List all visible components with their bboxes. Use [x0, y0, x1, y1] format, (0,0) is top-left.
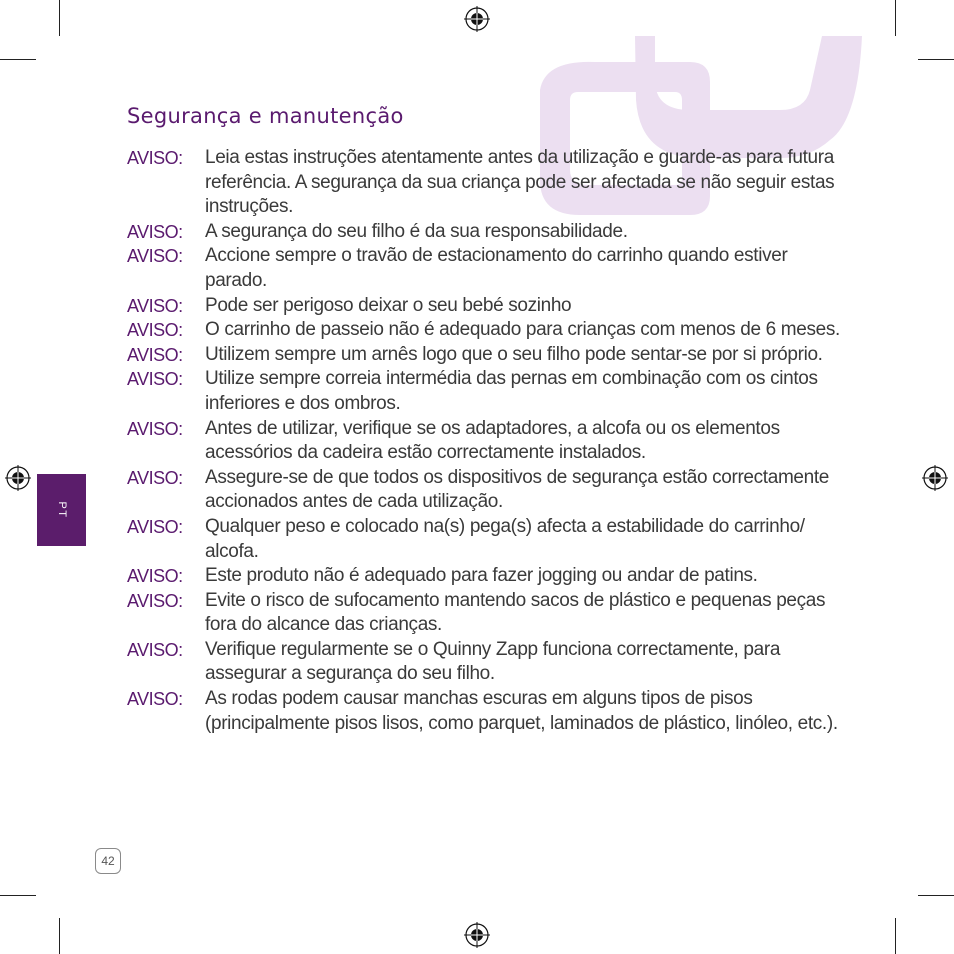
warning-label: AVISO: — [127, 418, 183, 439]
warning-text: O carrinho de passeio não é adequado para crianças com menos de 6 meses. — [205, 319, 840, 341]
warning-item — [127, 367, 847, 416]
warning-label: AVISO: — [127, 516, 183, 537]
warning-text: Accione sempre o travão de estacionamento do carrinho quando estiver parado. — [205, 245, 788, 291]
crop-mark-top-right-vertical — [895, 0, 896, 36]
warning-text: Pode ser perigoso deixar o seu bebé sozinho — [205, 294, 572, 316]
registration-mark-icon — [464, 6, 490, 32]
warning-text: Evite o risco de sufocamento mantendo sacos de plástico e pequenas peças fora do alcance das crianças. — [205, 589, 826, 636]
registration-mark-icon — [922, 465, 948, 491]
warning-label: AVISO: — [127, 369, 183, 390]
warning-label: AVISO: — [127, 148, 183, 168]
crop-mark-bottom-right-vertical — [895, 918, 896, 954]
warning-item — [127, 466, 847, 515]
crop-mark-top-left-vertical — [59, 0, 60, 36]
warning-label: AVISO: — [127, 295, 183, 316]
language-tab-label: PT — [55, 501, 68, 519]
warning-label: AVISO: — [127, 639, 183, 660]
warning-item — [127, 294, 847, 319]
warning-label: AVISO: — [127, 566, 183, 587]
warning-label: AVISO: — [127, 689, 183, 710]
warning-item — [127, 146, 847, 220]
warning-label: AVISO: — [127, 246, 183, 267]
crop-mark-bottom-left-horizontal — [0, 895, 36, 896]
warning-label: AVISO: — [127, 221, 183, 242]
warning-label: AVISO: — [127, 320, 183, 341]
warning-text: Assegure-se de que todos os dispositivos de segurança estão correctamente accionados antes de cada utilização. — [205, 466, 829, 513]
warning-item — [127, 343, 847, 368]
crop-mark-top-right-horizontal — [918, 59, 954, 60]
warning-text: Verifique regularmente se o Quinny Zapp funciona correctamente, para assegurar a segurança do seu filho. — [205, 638, 781, 685]
warning-item — [127, 515, 847, 564]
crop-mark-top-left-horizontal — [0, 59, 36, 60]
warning-text: Qualquer peso e colocado na(s) pega(s) afecta a estabilidade do carrinho/ alcofa. — [205, 515, 805, 562]
warning-text: Este produto não é adequado para fazer jogging ou andar de patins. — [205, 565, 758, 587]
warning-item — [127, 589, 847, 638]
warning-label: AVISO: — [127, 590, 183, 611]
crop-mark-bottom-left-vertical — [59, 918, 60, 954]
registration-mark-icon — [5, 465, 31, 491]
warning-item — [127, 220, 847, 245]
warning-label: AVISO: — [127, 467, 183, 488]
page-title: Segurança e manutenção — [127, 104, 404, 128]
warning-text: Utilizem sempre um arnês logo que o seu filho pode sentar-se por si próprio. — [205, 343, 823, 365]
warning-text: As rodas podem causar manchas escuras em alguns tipos de pisos (principalmente pisos lisos, como parquet, laminados de plástico, linóleo, etc.). — [205, 688, 838, 734]
warning-label: AVISO: — [127, 344, 183, 365]
warning-item — [127, 417, 847, 466]
warning-item — [127, 638, 847, 687]
crop-mark-bottom-right-horizontal — [918, 895, 954, 896]
warning-item — [127, 244, 847, 293]
language-tab — [37, 474, 86, 546]
warning-text: Leia estas instruções atentamente antes da utilização e guarde-as para futura referência. A segurança da sua criança pode ser afectada se não seguir estas instruções. — [205, 147, 835, 218]
warning-text: Antes de utilizar, verifique se os adaptadores, a alcofa ou os elementos acessórios da cadeira estão correctamente instalados. — [205, 417, 780, 464]
warning-list — [127, 146, 847, 736]
registration-mark-icon — [464, 922, 490, 948]
warning-text: Utilize sempre correia intermédia das pernas em combinação com os cintos inferiores e dos ombros. — [205, 368, 818, 414]
warning-text: A segurança do seu filho é da sua responsabilidade. — [205, 220, 628, 242]
warning-item — [127, 318, 847, 343]
page-number: 42 — [95, 848, 121, 874]
warning-item — [127, 564, 847, 589]
warning-item — [127, 687, 847, 736]
